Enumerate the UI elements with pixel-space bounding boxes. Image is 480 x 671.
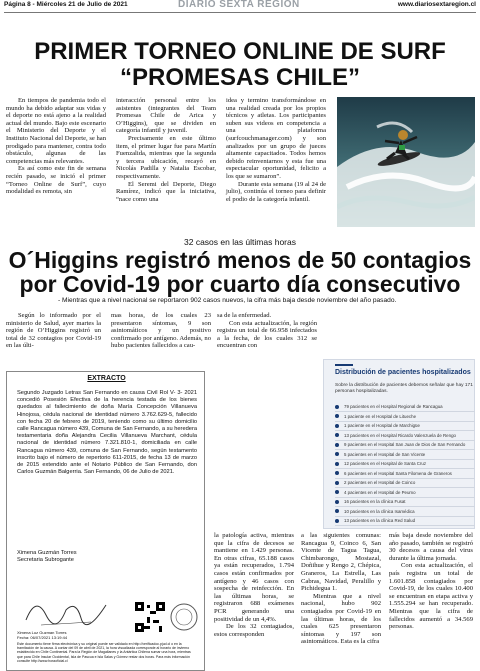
- bullet-icon: [335, 405, 339, 409]
- hospital-list-item: [335, 516, 475, 526]
- extracto-signature: [17, 550, 77, 564]
- bullet-icon: [335, 519, 339, 523]
- article2-kicker: 32 casos en las últimas horas: [184, 237, 296, 247]
- hospital-list-item: [335, 488, 475, 498]
- paragraph: más baja desde noviembre del año pasado, también se registró 30 decesos a causa del virus durante la última jornada.: [389, 532, 473, 562]
- article1-title-line1: PRIMER TORNEO ONLINE DE SURF: [34, 38, 446, 65]
- accent-bar: [335, 364, 353, 366]
- article1-col3: [226, 97, 326, 203]
- hospital-list-label: 12 pacientes en el Hospital de Santa Cruz: [344, 461, 427, 466]
- bullet-icon: [335, 471, 339, 475]
- paragraph: mas horas, de los cuales 23 presentaron síntomas, 9 son asintomáticos y un positivo confirmado por antígeno. Además, no hubo pacientes fallecidos a cau-: [111, 312, 211, 350]
- handwritten-signature: [21, 590, 111, 630]
- bullet-icon: [335, 433, 339, 437]
- hospital-list-label: 79 pacientes en el Hospital Regional de Rancagua: [344, 404, 443, 409]
- paragraph: Con esta actualización, la región registra un total de 66.958 infectados a la fecha, de los cuales 312 se encuentran con: [217, 319, 317, 350]
- paragraph: interacción personal entre los asistentes (integrantes del Team Promesas Chile de Arica y O’Higgins), que se dividen en categoría infantil y juvenil.: [116, 97, 216, 135]
- paragraph: sa de la enfermedad.: [217, 312, 272, 319]
- article2-title-line1: O´Higgins registró menos de 50 contagios: [8, 247, 472, 273]
- bullet-icon: [335, 443, 339, 447]
- bullet-icon: [335, 509, 339, 513]
- article1-col1: [6, 97, 106, 196]
- bullet-icon: [335, 414, 339, 418]
- surfer-photo: [337, 97, 475, 227]
- stamp-date: Fecha: 06/07/2021 13:19:44: [17, 635, 68, 640]
- article2-col3: [217, 312, 317, 350]
- stamp-text: [17, 630, 67, 640]
- bullet-icon: [335, 452, 339, 456]
- article2-subtitle: - Mientras que a nivel nacional se reportaron 902 casos nuevos, la cifra más baja desde noviembre del año pasado.: [58, 297, 397, 304]
- hospital-list-item: [335, 412, 475, 422]
- bullet-icon: [335, 500, 339, 504]
- article2-lower-col1: [214, 532, 294, 638]
- hospital-list-item: [335, 450, 475, 460]
- hospital-list-label: 2 pacientes en el Hospital de Coinco: [344, 480, 416, 485]
- paragraph: Durante esta semana (19 al 24 de julio), continúa el torneo para definir el podio de la categoría infantil.: [226, 180, 326, 203]
- paragraph: a las siguientes comunas: Rancagua 9, Coinco 6, San Vicente de Tagua Tagua, Chimbarongo, Mostazal, Doñihue y Rengo 2, Chépica, Graneros, La Estrella, Las Cabras, Navidad, Peralillo y Pichidegua 1.: [301, 532, 381, 593]
- hospital-list-item: [335, 478, 475, 488]
- paragraph: la patología activa, mientras que la cifra de decesos se mantiene en 1.429 personas. En otras cifras, 65.188 casos ya están recuperados, 1.794 casos están confirmados por antígeno y 46 casos con sospecha de reinfección. En las últimas horas, se registraron 688 exámenes PCR generando una positividad de un 4,4%.: [214, 532, 294, 623]
- hospital-list-item: [335, 402, 475, 412]
- paragraph: Mientras que a nivel nacional, hubo 902 contagiados por Covid-19 en las últimas horas, de los cuales 625 presentaron síntomas y 197 son asintomáticos. Esta es la cifra: [301, 592, 381, 646]
- paragraph: idea y termino transformándose en una realidad creada por los propios técnicos y atletas. Los participantes suben sus videos en competencia a una plataforma (surfcouchmanager.com) y son analizados por un grupo de jueces altamente capacitados. Todos hemos debido reinventarnos y esta fue una espectacular oportunidad, felicito a los que se sumaron”.: [226, 97, 326, 180]
- infobox-description: Sobre la distribución de pacientes debemos señalar que hay 171 personas hospitalizadas.: [335, 383, 473, 394]
- article2-col1: [6, 312, 101, 350]
- hospital-list-item: [335, 440, 475, 450]
- hospital-list-item: [335, 459, 475, 469]
- paragraph: Según lo informado por el ministerio de Salud, ayer martes la región de O’Higgins registró un total de 32 contagios por Covid-19 en las últi-: [6, 312, 101, 350]
- extracto-footer: Este documento tiene firma electrónica y su original puede ser validado en http://verificadoc.pjud.cl o en la tramitación de la causa. A contar del 09 de abril de 2021, la hora visualizada corresponde al horario de invierno establecido en Chile Continental. Para la Región de Magallanes y la Antártica Chilena sumar una hora, mientras que para Chile Insular Occidental, Isla de Pascua e Isla Salas y Gómez restar dos horas. Para más información consulte http://www.horaoficial.cl: [17, 642, 191, 663]
- article2-title-line2: por Covid-19 por cuarto día consecutivo: [19, 271, 461, 297]
- article1-title-line2: “PROMESAS CHILE”: [119, 64, 361, 91]
- hospital-list-label: 5 pacientes en el Hospital de San Vicente: [344, 451, 426, 457]
- article2-lower-col3: [389, 532, 473, 631]
- hospital-list-item: [335, 469, 475, 479]
- hospital-list-label: 16 pacientes en la clínica Fusat: [344, 499, 406, 504]
- hospital-list-label: 10 pacientes en la clínica Isamédica: [344, 508, 415, 514]
- stamp-seal: [169, 602, 199, 632]
- article2-lower-col2: [301, 532, 381, 646]
- hospital-list-label: 1 paciente en el Hospital de Litueche: [344, 413, 417, 419]
- extracto-body: Segundo Juzgado Letras San Fernando en causa Civil Rol V- 3- 2021 concedió Posesión Efectiva de la herencia testada de los bienes quedados al fallecimiento de doña María Concepción Villanueva Hinojosa, cédula nacional de identidad número 3.762.629-5, fallecido con fecha 20 de febrero de 2019, teniendo como su último domicilio calle Rancagua número 439, Comuna de San Fernando, a su heredera testamentaria doña Alejandra Cecilia Villanueva Marchant, cédula nacional de identidad número 7.321.810-1, domiciliada en calle Rancagua número 439, comuna de San Fernando, según testamento inscrito bajo el número de repertorio 611-2015, de fecha 13 de marzo de 2015 extendido ante el Notario Público de San Fernando, don Carlos Guzmán Balgerria. San Fernando, 06 de Julio de 2021.: [17, 390, 197, 476]
- paragraph: De los 32 contagiados, estos corresponden: [214, 623, 294, 638]
- article2-col2: [111, 312, 211, 350]
- hospital-list-label: 6 pacientes en el Hospital Santa Filomena de Graneros: [344, 470, 452, 476]
- header-divider: [4, 12, 476, 13]
- paper-name: DIARIO SEXTA REGIÓN: [178, 0, 300, 10]
- infobox-title: Distribución de pacientes hospitalizados: [335, 369, 471, 376]
- paragraph: Con esta actualización, el país registra un total de 1.601.858 contagiados por Covid-19, de los cuales 10.400 se encuentran en etapa activa y 1.555.294 se han recuperado. Mientras que la cifra de fallecidos aumentó a 34.569 personas.: [389, 562, 473, 631]
- bullet-icon: [335, 424, 339, 428]
- article1-col2: [116, 97, 216, 203]
- bullet-icon: [335, 481, 339, 485]
- website[interactable]: www.diariosextaregion.cl: [397, 1, 476, 8]
- hospital-distribution-box: [323, 359, 475, 529]
- page-date: Página 8 - Miércoles 21 de Julio de 2021: [4, 1, 128, 8]
- hospital-list-item: [335, 431, 475, 441]
- hospital-list-label: 13 pacientes en la clínica Red Salud: [344, 518, 416, 523]
- hospital-list-label: 13 pacientes en el Hospital Ricardo Valenzuela de Rengo: [344, 432, 456, 438]
- bullet-icon: [335, 462, 339, 466]
- extracto-notice: [6, 371, 205, 671]
- qr-code: [135, 602, 165, 632]
- paragraph: Precisamente en este último item, el primer lugar fue para Martín Fuenzalida, mientras que la segunda y tercera ubicación, recayó en Nicolás Padilla y Natalia Escobar, respectivamente.: [116, 134, 216, 180]
- extracto-title: EXTRACTO: [87, 375, 126, 382]
- hospital-list-label: 1 paciente en el Hospital de Marchigüe: [344, 423, 420, 428]
- signer-role: Secretaria Subrogante: [17, 557, 74, 564]
- paragraph: En tiempos de pandemia todo el mundo ha debido adaptar sus vidas y el deporte no está ajeno a la realidad actual del mundo. Bajo este escenario el Ministerio del Deporte y el Instituto Nacional del Deporte, se han prodigado para mantener, contra todo obstáculo, algunas de las competencias más relevantes.: [6, 97, 106, 165]
- hospital-list-label: 4 pacientes en el Hospital de Peumo: [344, 489, 416, 495]
- signer-name: Ximena Guzmán Torres: [17, 550, 77, 556]
- paragraph: Es así como este fin de semana recién pasado, se inició el primer “Torneo Online de Surf”, cuyo modalidad es remota, sin: [6, 165, 106, 196]
- hospital-list-label: 9 pacientes en el Hospital San Juan de Dios de San Fernando: [344, 442, 466, 447]
- hospital-list-item: [335, 507, 475, 517]
- hospital-list-item: [335, 497, 475, 507]
- hospital-list-item: [335, 421, 475, 431]
- stamp-name: Ximena Luz Guzman Torres: [17, 630, 67, 635]
- paragraph: El Seremi del Deporte, Diego Ramírez, indicó que la iniciativa, “nace como una: [116, 180, 216, 203]
- bullet-icon: [335, 490, 339, 494]
